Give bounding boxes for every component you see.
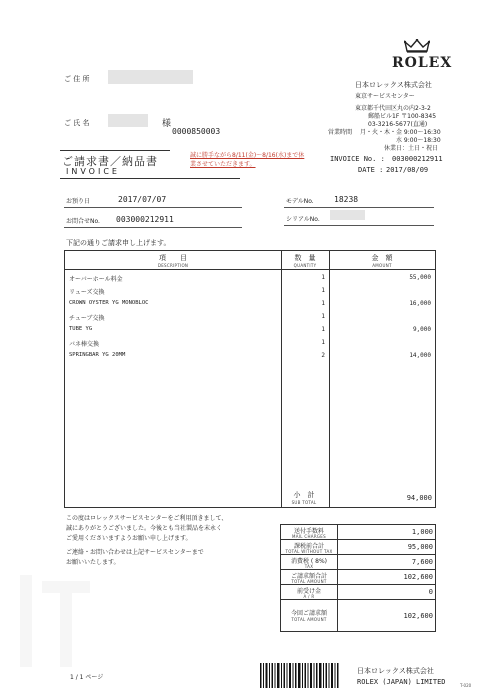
inquiry-label: お問合せNo. — [66, 218, 100, 225]
row-quantity: 1 — [321, 287, 325, 294]
title-bottom-rule — [60, 178, 240, 179]
totals-row — [281, 570, 435, 585]
row-quantity: 2 — [321, 352, 325, 359]
redacted-serial — [330, 210, 365, 220]
crown-logo-icon — [404, 38, 430, 52]
totals-row — [281, 555, 435, 570]
totals-row — [281, 540, 435, 555]
totals-label-en: TAX — [304, 564, 314, 569]
subtotal-label-en: SUB TOTAL — [291, 500, 317, 505]
table-row — [65, 312, 435, 325]
thanks-line: ご連絡・お問い合わせは上記サービスセンターまで — [66, 549, 204, 556]
footer-company-en: ROLEX (JAPAN) LIMITED — [357, 678, 446, 686]
invoice-no-label: INVOICE No. : — [330, 155, 385, 163]
row-quantity: 1 — [321, 274, 325, 281]
row-description: CROWN OYSTER YG MONOBLOC — [69, 300, 149, 306]
totals-label-en: TOTAL WITHOUT TAX — [285, 549, 333, 554]
totals-value: 0 — [428, 588, 433, 596]
thanks-message — [66, 514, 227, 568]
model-underline — [284, 207, 434, 208]
totals-label-en: TOTAL AMOUNT — [291, 579, 327, 584]
footer-company-jp: 日本ロレックス株式会社 — [357, 667, 434, 675]
row-description: TUBE YG — [69, 326, 93, 332]
inquiry-underline — [64, 227, 242, 228]
thanks-line: ご愛用くださいますようお願い申し上げます。 — [66, 535, 192, 542]
row-quantity: 1 — [321, 326, 325, 333]
col-description-header: 項 目 — [159, 254, 187, 262]
row-description: オーバーホール料金 — [69, 276, 123, 283]
address-label: ご 住 所 — [64, 75, 90, 83]
invoice-date: 2017/08/09 — [386, 166, 429, 174]
redacted-name — [108, 114, 148, 127]
company-branch: 東京サービスセンター — [355, 93, 415, 100]
table-header — [65, 251, 435, 270]
serial-label: シリアルNo. — [286, 216, 320, 223]
row-quantity: 1 — [321, 313, 325, 320]
invoice-subtitle: INVOICE — [66, 167, 120, 176]
totals-label-en: MAIL CHARGES — [292, 534, 326, 539]
row-description: リューズ交換 — [69, 289, 105, 296]
title-top-rule — [60, 150, 170, 151]
row-description: バネ棒交換 — [69, 341, 100, 348]
faint-watermark — [20, 575, 90, 667]
redacted-address — [108, 70, 193, 84]
final-total-label: 今回ご請求額 — [290, 610, 327, 617]
row-quantity: 1 — [321, 300, 325, 307]
table-row — [65, 273, 435, 286]
received-date: 2017/07/07 — [118, 195, 167, 204]
totals-label: 送付手数料 — [293, 528, 324, 535]
intro-text: 下記の通りご請求申し上げます。 — [66, 239, 171, 247]
thanks-line: 誠にありがとうございました。今後とも当社製品を末永く — [66, 525, 223, 532]
col-quantity-en: QUANTITY — [293, 263, 317, 268]
company-name: 日本ロレックス株式会社 — [355, 81, 432, 89]
table-row — [65, 286, 435, 299]
col-amount-en: AMOUNT — [372, 263, 392, 268]
row-description: チューブ交換 — [69, 315, 105, 322]
model-number: 18238 — [334, 195, 359, 204]
hours-wednesday: 水 9:00～18:30 — [396, 137, 441, 144]
totals-row — [281, 585, 435, 600]
subtotal-row — [280, 490, 436, 508]
col-quantity-header: 数 量 — [294, 254, 316, 262]
row-amount: 14,000 — [409, 352, 431, 359]
table-row — [65, 325, 435, 338]
totals-label: 課税前合計 — [293, 543, 324, 550]
row-description: SPRINGBAR YG 20MM — [69, 352, 126, 358]
items-table — [64, 250, 436, 508]
row-amount: 55,000 — [409, 274, 431, 281]
honorific: 様 — [162, 119, 172, 129]
barcode — [260, 663, 340, 688]
totals-value: 1,000 — [411, 528, 433, 536]
received-underline — [64, 207, 242, 208]
form-code: T-020 — [460, 683, 472, 688]
received-label: お預り日 — [66, 198, 91, 205]
thanks-line: この度はロレックスサービスセンターをご利用頂きまして、 — [66, 515, 228, 522]
hours-weekdays: 月・火・木・金 9:00～16:30 — [360, 129, 441, 136]
subtotal-value: 94,000 — [406, 494, 432, 502]
serial-underline — [284, 225, 434, 226]
totals-label: ご請求額合計 — [290, 573, 327, 580]
totals-row — [281, 525, 435, 540]
table-row — [65, 351, 435, 364]
table-row — [65, 338, 435, 351]
page-indicator: 1 / 1 ページ — [70, 674, 104, 681]
customer-number: 0000850003 — [172, 127, 221, 136]
totals-label: 消費税 ( 8%) — [290, 558, 327, 565]
totals-value: 95,000 — [407, 543, 433, 551]
totals-label-en: A / R — [303, 594, 315, 599]
final-total-label-en: TOTAL AMOUNT — [291, 617, 327, 622]
totals-table — [280, 524, 436, 632]
table-row — [65, 299, 435, 312]
model-label: モデルNo. — [286, 198, 314, 205]
subtotal-label: 小 計 — [293, 491, 315, 499]
totals-row-final — [281, 600, 435, 631]
inquiry-number: 003000212911 — [116, 215, 174, 224]
totals-label: 前受け金 — [296, 588, 321, 595]
holidays: 休業日：土日・祝日 — [384, 145, 439, 152]
invoice-title: ご請求書／納品書 — [62, 155, 158, 168]
company-address1: 東京都千代田区丸の内2-3-2 — [355, 105, 431, 112]
row-amount: 9,000 — [412, 326, 431, 333]
hours-label: 営業時間 — [328, 129, 353, 136]
thanks-line: お願いいたします。 — [66, 559, 120, 566]
row-quantity: 1 — [321, 339, 325, 346]
totals-value: 102,600 — [403, 573, 433, 581]
final-total-value: 102,600 — [403, 612, 433, 620]
row-amount: 16,000 — [409, 300, 431, 307]
date-label: DATE : — [358, 166, 384, 174]
holiday-notice: 誠に勝手ながら8/11(金)～8/16(水)まで休業させていただきます。 — [190, 152, 305, 168]
company-address2: 郵船ビル1F 〒100-8345 — [368, 113, 437, 120]
rolex-logo: ROLEX — [392, 55, 453, 71]
totals-value: 7,600 — [411, 558, 433, 566]
col-amount-header: 金 額 — [371, 254, 393, 262]
name-label: ご 氏 名 — [64, 119, 90, 127]
company-phone: 03-3216-5677(直通) — [368, 121, 428, 128]
col-description-en: DESCRIPTION — [157, 263, 189, 268]
invoice-no: 003000212911 — [392, 155, 443, 163]
